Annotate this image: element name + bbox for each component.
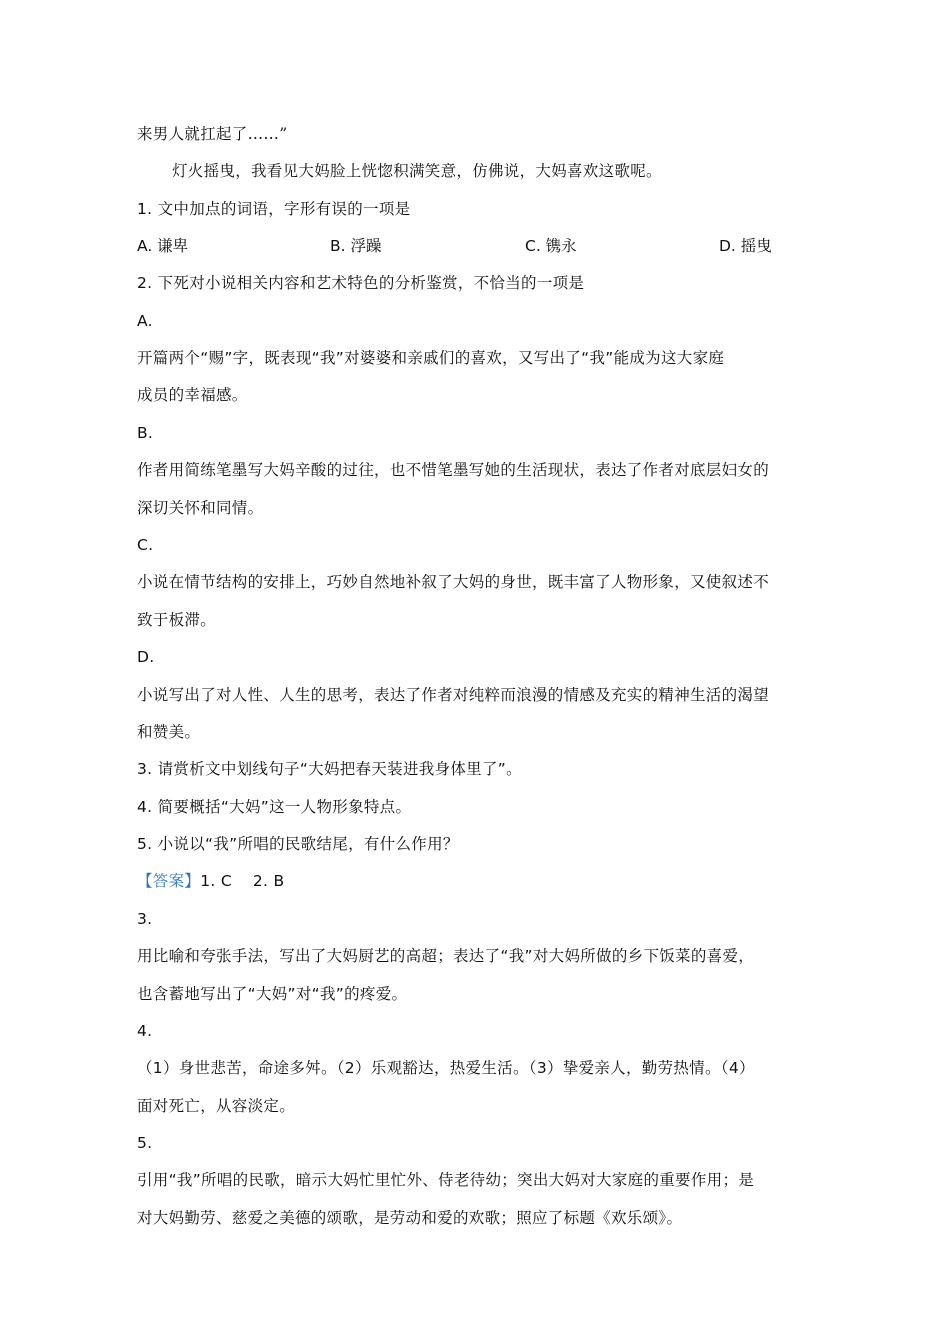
q2-option-c-text: 致于板滞。 [137,611,217,629]
q2-option-b-label: B. [137,424,154,442]
question-4-stem: 4. 简要概括“大妈”这一人物形象特点。 [137,798,412,816]
q1-option-b: B. 浮躁 [330,237,382,255]
q2-option-b-text: 作者用简练笔墨写大妈辛酸的过往，也不惜笔墨写她的生活现状，表达了作者对底层妇女的 [137,461,770,479]
story-line: 灯火摇曳，我看见大妈脸上恍惚积满笑意，仿佛说，大妈喜欢这歌呢。 [172,162,662,180]
answer-4-text: （1）身世悲苦，命途多舛。（2）乐观豁达，热爱生活。（3）挚爱亲人，勤劳热情。（4） [137,1059,755,1077]
question-5-stem: 5. 小说以“我”所唱的民歌结尾，有什么作用？ [137,835,459,853]
q2-option-d-text: 小说写出了对人性、人生的思考，表达了作者对纯粹而浪漫的情感及充实的精神生活的渴望 [137,686,770,704]
q1-option-d: D. 摇曳 [719,237,772,255]
answer-4-text: 面对死亡，从容淡定。 [137,1097,296,1115]
answer-3-text: 也含蓄地写出了“大妈”对“我”的疼爱。 [137,985,408,1003]
q2-option-a-label: A. [137,312,153,330]
question-2-stem: 2. 下死对小说相关内容和艺术特色的分析鉴赏，不恰当的一项是 [137,274,585,292]
q2-option-a-text: 开篇两个“赐”字，既表现“我”对婆婆和亲戚们的喜欢，又写出了“我”能成为这大家庭 [137,349,725,367]
answer-5-text: 引用“我”所唱的民歌，暗示大妈忙里忙外、侍老待幼；突出大妈对大家庭的重要作用；是 [137,1171,755,1189]
q2-option-c-label: C. [137,536,154,554]
question-1-stem: 1. 文中加点的词语，字形有误的一项是 [137,200,411,218]
answer-mc: 1. C 2. B [200,872,285,890]
answer-3-text: 用比喻和夸张手法，写出了大妈厨艺的高超；表达了“我”对大妈所做的乡下饭菜的喜爱， [137,947,755,965]
answer-3-label: 3. [137,910,153,928]
q2-option-d-label: D. [137,648,155,666]
answer-5-label: 5. [137,1134,153,1152]
q2-option-a-text: 成员的幸福感。 [137,386,248,404]
story-line: 来男人就扛起了……” [137,125,288,143]
question-3-stem: 3. 请赏析文中划线句子“大妈把春天装进我身体里了”。 [137,760,522,778]
q2-option-c-text: 小说在情节结构的安排上，巧妙自然地补叙了大妈的身世，既丰富了人物形象，又使叙述不 [137,573,770,591]
answer-4-label: 4. [137,1022,153,1040]
answer-line [137,871,284,891]
q2-option-d-text: 和赞美。 [137,723,201,741]
q2-option-b-text: 深切关怀和同情。 [137,499,264,517]
answer-tag: 【答案】 [137,872,201,890]
q1-option-a: A. 谦卑 [137,237,189,255]
q1-option-c: C. 镌永 [525,237,577,255]
answer-5-text: 对大妈勤劳、慈爱之美德的颂歌，是劳动和爱的欢歌；照应了标题《欢乐颂》。 [137,1209,683,1227]
